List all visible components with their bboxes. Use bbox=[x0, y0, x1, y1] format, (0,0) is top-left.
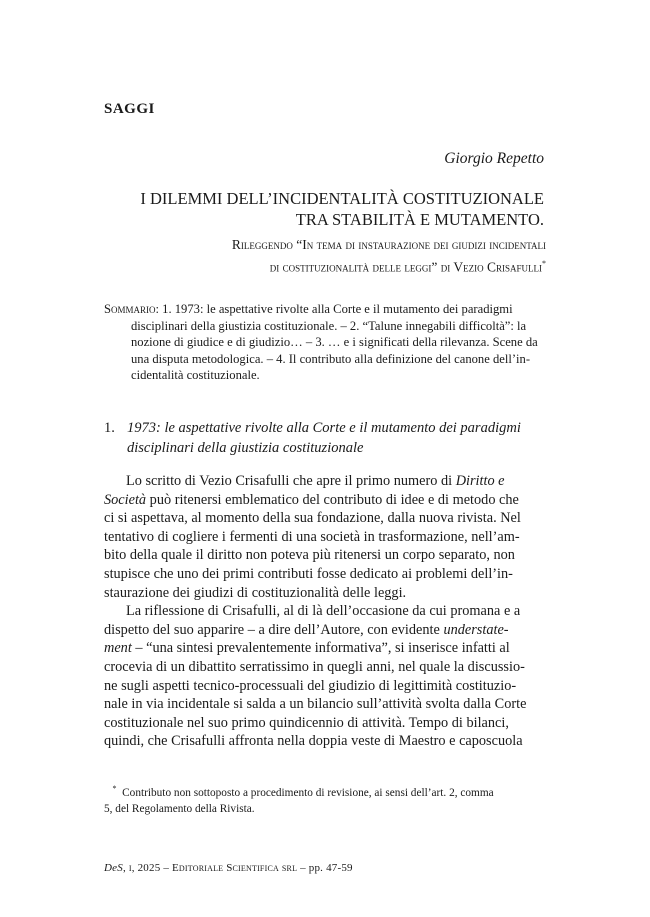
summary-line: disciplinari della giustizia costituzionale. – 2. “Talune innegabili difficoltà”: la bbox=[131, 318, 527, 333]
section-number: 1. bbox=[104, 420, 115, 436]
paragraph-line: nale in via incidentale si salda a un bilancio sull’attività svolta dalla Corte bbox=[104, 696, 527, 713]
article-title-line-2: TRA STABILITÀ E MUTAMENTO. bbox=[295, 210, 544, 229]
heading-line: 1973: le aspettative rivolte alla Corte e il mutamento dei paradigmi bbox=[127, 420, 521, 436]
paragraph-line: staurazione dei giudizi di costituzionalità delle leggi. bbox=[104, 584, 407, 601]
journal-title-italic: Società bbox=[104, 491, 147, 508]
footnote-mark: * bbox=[112, 784, 117, 793]
article-subtitle-line-1: Rileggendo “In tema di instaurazione dei giudizi incidentali bbox=[231, 237, 546, 252]
section-heading bbox=[104, 418, 554, 458]
paragraph-line: quindi, che Crisafulli affronta nella doppia veste di Maestro e caposcuola bbox=[104, 733, 523, 750]
footnote-line: 5, del Regolamento della Rivista. bbox=[104, 802, 255, 815]
article-subtitle-line-2 bbox=[76, 254, 546, 277]
paragraph-line: bito della quale il diritto non poteva più ritenersi un corpo separato, non bbox=[104, 547, 515, 564]
paragraph-line: ment – “una sintesi prevalentemente informativa”, si inserisce infatti al bbox=[104, 640, 510, 657]
journal-abbrev: DeS bbox=[104, 862, 123, 874]
section-label: SAGGI bbox=[104, 101, 155, 117]
journal-title-italic: Diritto e bbox=[455, 473, 505, 489]
author-name: Giorgio Repetto bbox=[444, 150, 544, 167]
paragraph-line: dispetto del suo apparire – a dire dell’Autore, con evidente understate- bbox=[104, 621, 509, 638]
paragraph-line: crocevia di un dibattito serratissimo in quegli anni, nel quale la discussio- bbox=[104, 658, 525, 675]
pages: – pp. 47-59 bbox=[297, 862, 353, 874]
footnote bbox=[104, 781, 545, 817]
summary-line bbox=[104, 301, 545, 318]
paragraph-line: tentativo di cogliere i fermenti di una società in trasformazione, nell’am- bbox=[104, 528, 520, 545]
summary-label: Sommario bbox=[104, 302, 156, 316]
paragraph-line: La riflessione di Crisafulli, al di là dell’occasione da cui promana e a bbox=[126, 603, 521, 620]
footnote-line bbox=[104, 781, 545, 801]
paragraph-line: costituzionale nel suo primo quindicennio di attività. Tempo di bilanci, bbox=[104, 714, 509, 731]
paragraph-line: stupisce che uno dei primi contributi fosse dedicato ai problemi dell’in- bbox=[104, 565, 513, 582]
summary-text: : 1. 1973: le aspettative rivolte alla Corte e il mutamento dei paradigmi bbox=[155, 302, 513, 316]
paragraph-line: ne sugli aspetti tecnico-processuali del giudizio di legittimità costituzio- bbox=[104, 677, 517, 694]
paragraph-line: Società può ritenersi emblematico del contributo di idee e di metodo che bbox=[104, 491, 519, 508]
footnote-text: Contributo non sottoposto a procedimento di revisione, ai sensi dell’art. 2, comma bbox=[122, 786, 494, 799]
paragraph-line: Lo scritto di Vezio Crisafulli che apre il primo numero di Diritto e bbox=[126, 473, 505, 489]
term-italic: understate- bbox=[443, 621, 509, 638]
summary-line: nozione di giudice e di giudizio… – 3. … e i significati della rilevanza. Scene da bbox=[131, 335, 538, 349]
summary-line: cidentalità costituzionale. bbox=[131, 368, 260, 382]
footnote-marker: * bbox=[542, 259, 546, 268]
summary-line: una disputa metodologica. – 4. Il contributo alla definizione del canone dell’in- bbox=[131, 351, 531, 366]
page-footer bbox=[104, 862, 353, 874]
summary-block bbox=[104, 301, 545, 384]
publisher: Editoriale Scientifica srl bbox=[172, 862, 298, 874]
term-italic: ment bbox=[104, 640, 132, 657]
article-title-line-1: I DILEMMI DELL’INCIDENTALITÀ COSTITUZIONALE bbox=[140, 189, 544, 208]
subtitle-text: di costituzionalità delle leggi” di Vezio Crisafulli bbox=[269, 259, 542, 275]
issue: , i, 2025 – bbox=[122, 862, 173, 874]
paragraph-line: ci si aspettava, al momento della sua fondazione, dalla nuova rivista. Nel bbox=[104, 510, 521, 527]
heading-line: disciplinari della giustizia costituzionale bbox=[127, 440, 364, 456]
body-text bbox=[104, 472, 545, 751]
